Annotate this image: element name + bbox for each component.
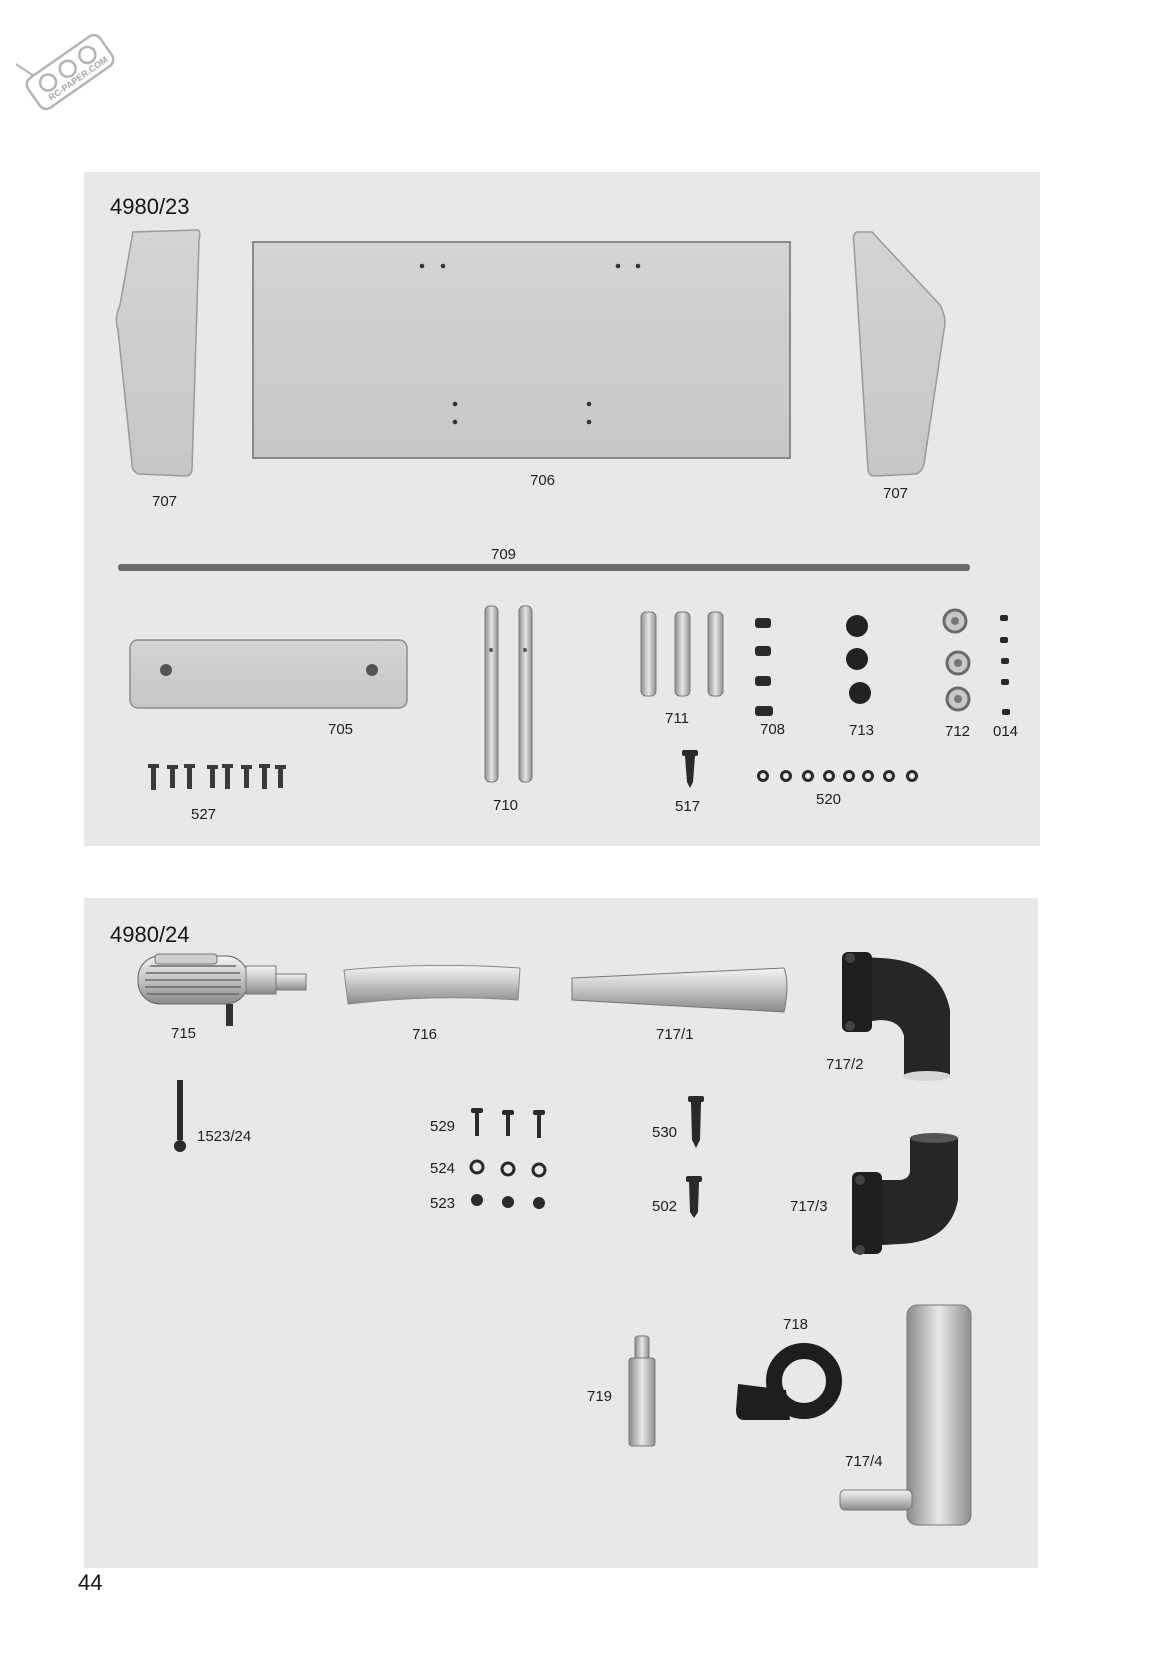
page-number: 44 bbox=[78, 1570, 103, 1595]
label-502: 502 bbox=[652, 1198, 678, 1215]
label-717-1: 717/1 bbox=[656, 1026, 694, 1043]
label-718: 718 bbox=[783, 1316, 809, 1333]
label-719: 719 bbox=[587, 1388, 613, 1405]
panel-title-4980-24: 4980/24 bbox=[110, 922, 190, 947]
label-711: 711 bbox=[665, 710, 689, 727]
label-713: 713 bbox=[849, 722, 875, 739]
label-706: 706 bbox=[530, 472, 556, 489]
label-523: 523 bbox=[430, 1195, 456, 1212]
label-709: 709 bbox=[491, 546, 517, 563]
part-716-tube bbox=[344, 965, 520, 1004]
part-719-standoff bbox=[629, 1336, 655, 1446]
part-717-4-tube bbox=[840, 1305, 971, 1525]
part-502-screw bbox=[686, 1176, 702, 1218]
watermark-text: RC-PAPER.COM bbox=[46, 54, 110, 103]
label-530: 530 bbox=[652, 1124, 678, 1141]
part-717-3-elbow bbox=[852, 1133, 958, 1255]
label-520: 520 bbox=[816, 791, 842, 808]
part-530-screw bbox=[688, 1096, 704, 1148]
part-523-nuts bbox=[471, 1194, 545, 1209]
label-716: 716 bbox=[412, 1026, 438, 1043]
part-715-muffler bbox=[138, 954, 306, 1026]
part-1523-24-bolt bbox=[174, 1080, 186, 1152]
label-717-3: 717/3 bbox=[790, 1198, 828, 1215]
label-524: 524 bbox=[430, 1160, 456, 1177]
label-1523-24: 1523/24 bbox=[197, 1128, 252, 1145]
label-717-2: 717/2 bbox=[826, 1056, 864, 1073]
label-717-4: 717/4 bbox=[845, 1453, 883, 1470]
label-517: 517 bbox=[675, 798, 701, 815]
label-529: 529 bbox=[430, 1118, 456, 1135]
part-718-clamp bbox=[736, 1351, 834, 1420]
part-524-washers bbox=[471, 1161, 545, 1176]
label-527: 527 bbox=[191, 806, 217, 823]
part-529-screws bbox=[471, 1108, 545, 1138]
label-712: 712 bbox=[945, 723, 971, 740]
label-707-right: 707 bbox=[883, 485, 909, 502]
label-708: 708 bbox=[760, 721, 786, 738]
label-710: 710 bbox=[493, 797, 519, 814]
panel-title-4980-23: 4980/23 bbox=[110, 194, 190, 219]
label-705: 705 bbox=[328, 721, 354, 738]
label-707-left: 707 bbox=[152, 493, 178, 510]
label-014: 014 bbox=[993, 723, 1019, 740]
label-715: 715 bbox=[171, 1025, 197, 1042]
part-717-1-cone bbox=[572, 968, 787, 1012]
